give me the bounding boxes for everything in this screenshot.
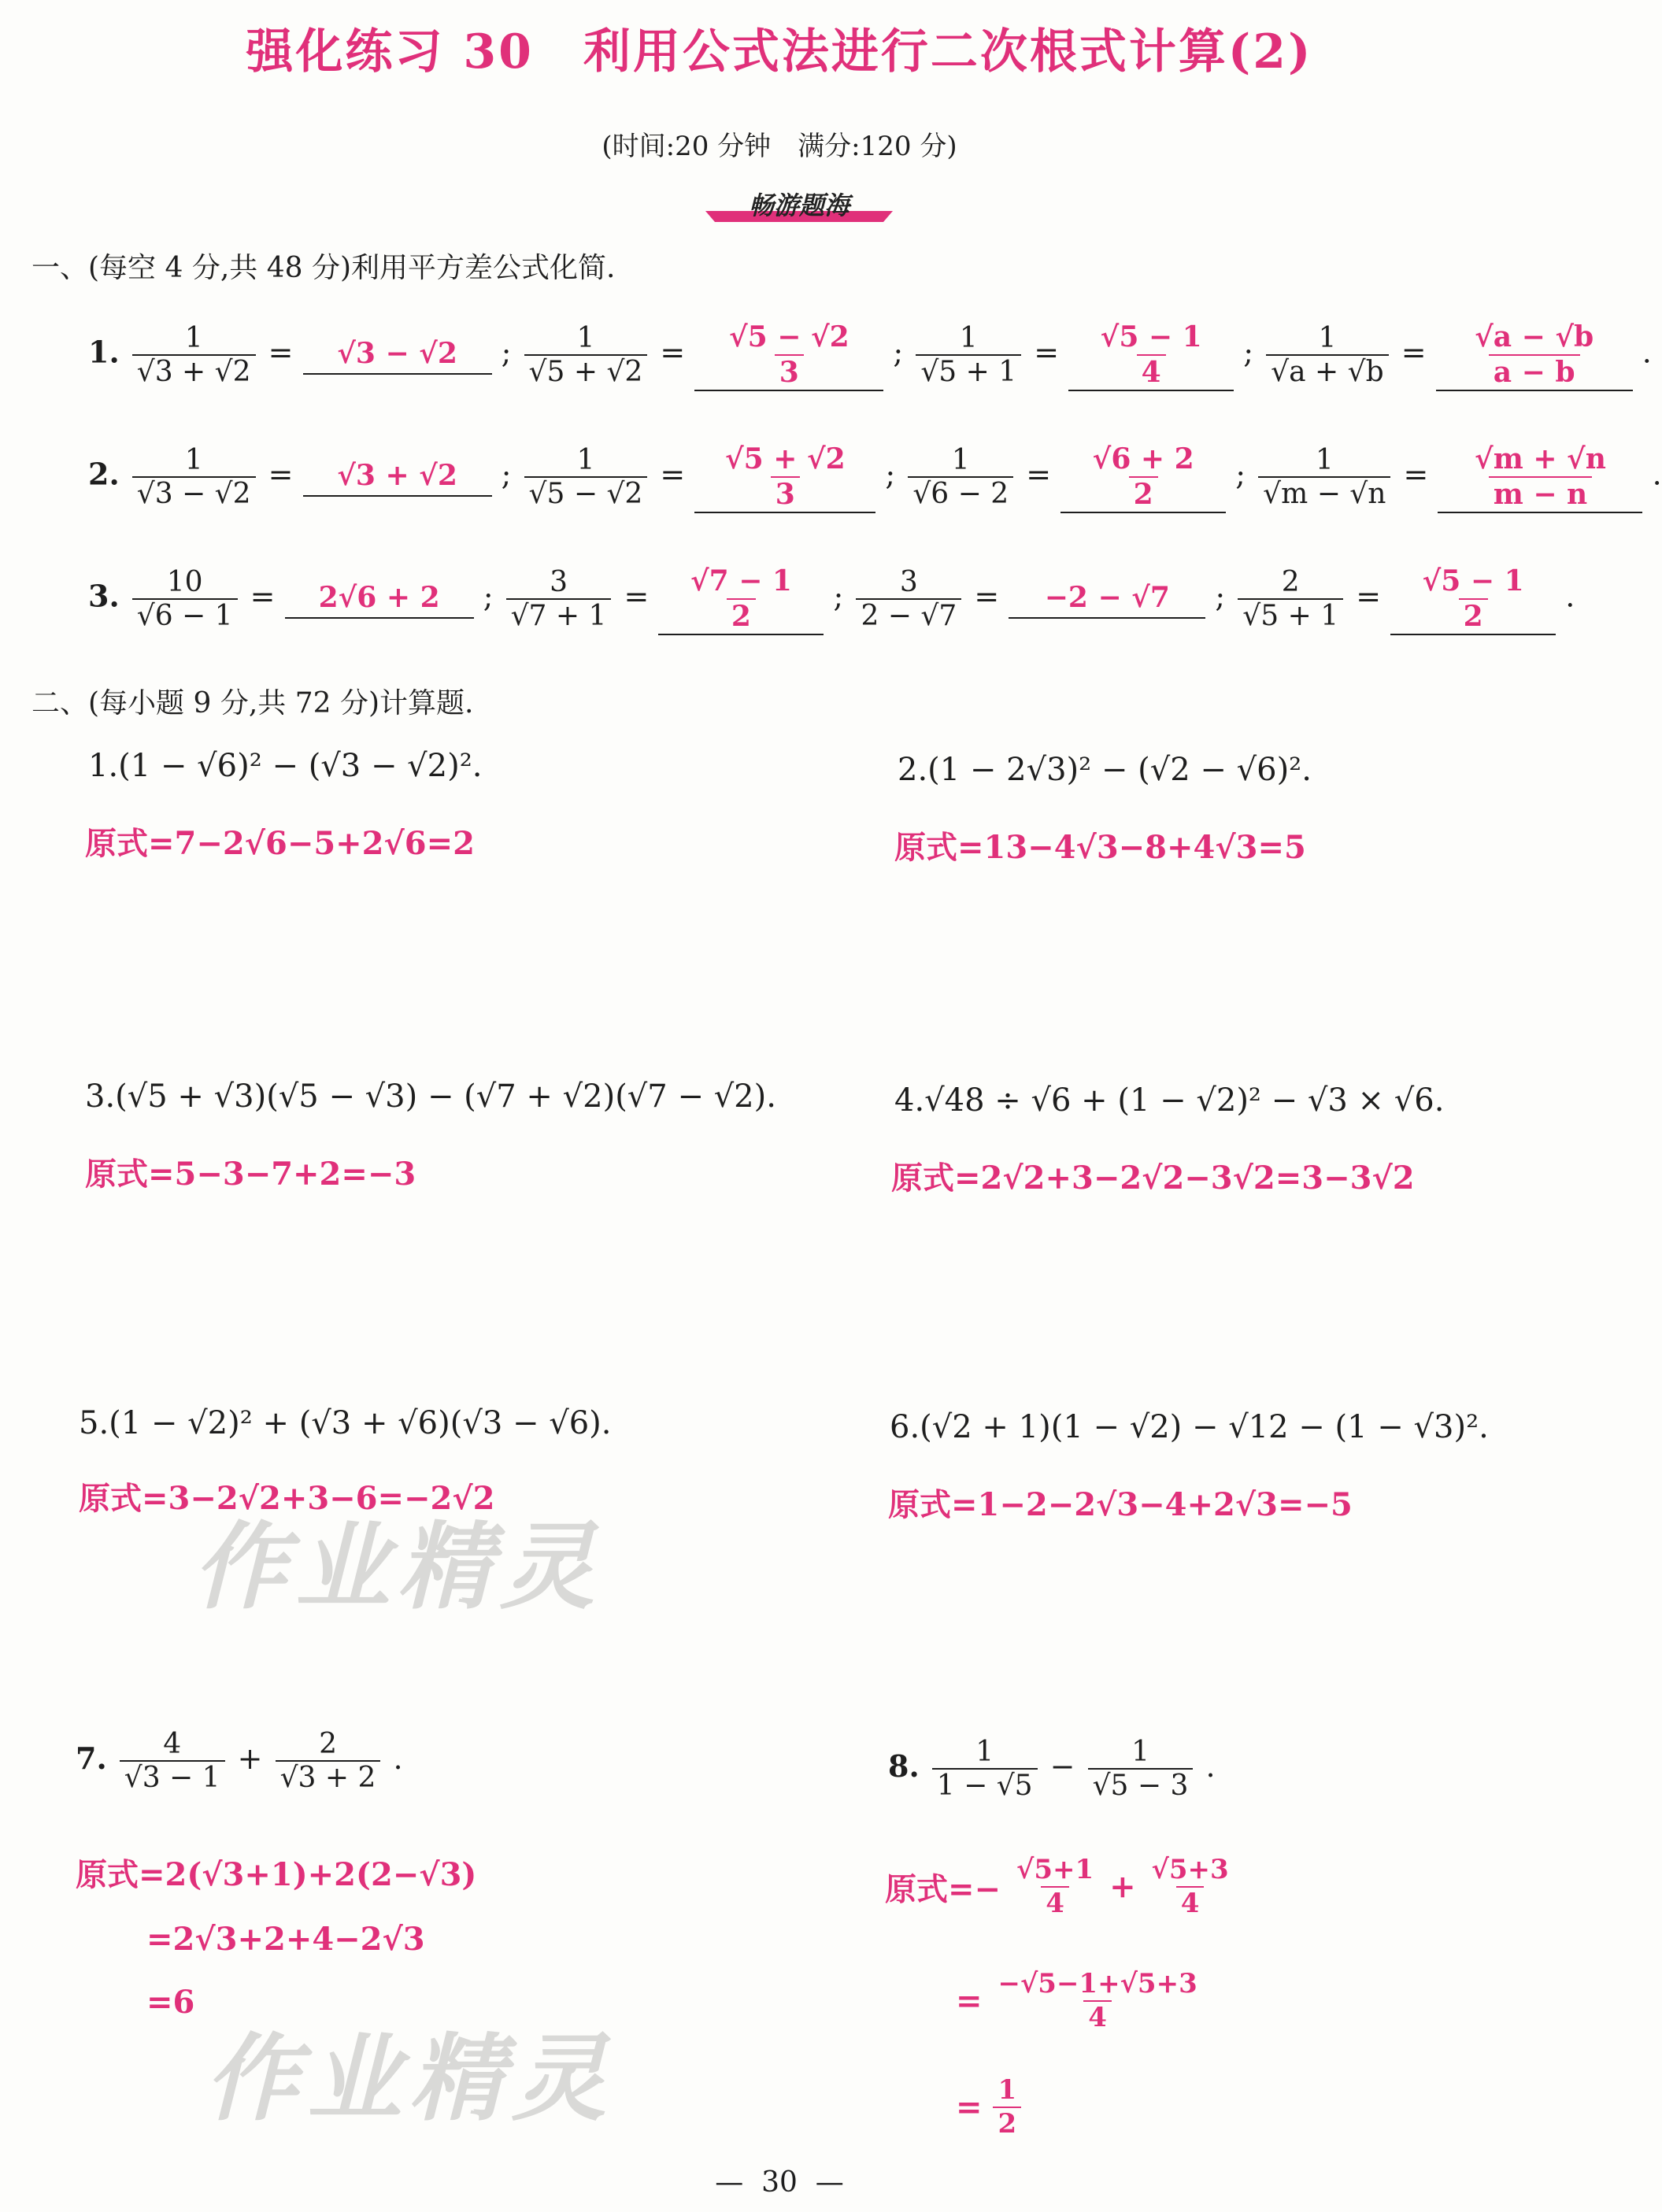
numerator: 1 <box>576 321 595 354</box>
part1-row-3: 3. $\frac{10}{√6 - 1}$ = 2√6 + 2 ; $\frac{3}{√7 + 1}$ = $\frac{√7 - 1}{2}$ ; $\frac{3}{2 - √7}$ = −2 − √7 ; $\frac{2}{√5 + 1}$ = $\frac{√5 - 1}{2}$ . <box>88 563 1575 635</box>
denominator: 4 <box>1083 2000 1112 2034</box>
numerator: 1 <box>1131 1736 1149 1768</box>
denominator: √5 − 3 <box>1088 1768 1194 1802</box>
denominator: 4 <box>1176 1886 1205 1920</box>
answer-numerator: √5 + √2 <box>725 442 846 475</box>
answer-blank <box>1009 579 1205 619</box>
problem-2-solution: 原式=13−4√3−8+4√3=5 <box>894 829 1306 866</box>
denominator: √5 − √2 <box>524 476 648 510</box>
problem-7-question: 7. $\frac{4}{√3 - 1}$ + $\frac{2}{√3 + 2}$ . <box>76 1728 403 1795</box>
row-number: 3. <box>88 578 120 614</box>
answer-blank <box>694 319 883 391</box>
numerator: 1 <box>184 443 203 476</box>
answer-text: 2√6 + 2 <box>318 581 440 615</box>
denominator: √5 + √2 <box>524 354 648 388</box>
page-number: — 30 — <box>715 2166 844 2199</box>
row-number: 1. <box>88 334 120 370</box>
answer-numerator: √5 − √2 <box>729 320 850 353</box>
denominator: √5 + 1 <box>1238 598 1343 632</box>
numerator: √5+3 <box>1151 1854 1229 1885</box>
answer-fraction <box>1088 442 1199 512</box>
part1-heading: 一、(每空 4 分,共 48 分)利用平方差公式化简. <box>31 252 616 284</box>
solution-prefix: 原式=− <box>885 1870 1001 1908</box>
answer-text: −2 − √7 <box>1044 581 1170 615</box>
expression-fraction <box>276 1728 381 1795</box>
answer-denominator: 3 <box>775 354 804 390</box>
answer-blank <box>1390 563 1556 635</box>
problem-8-solution-line-2: = $\frac{-√5-1+√5+3}{4}$ <box>956 1968 1202 2034</box>
answer-blank <box>1436 319 1633 391</box>
banner-label: 畅游题海 <box>748 190 850 220</box>
denominator: 4 <box>1041 1886 1069 1920</box>
solution-fraction <box>993 2074 1021 2140</box>
row-number: 2. <box>88 456 120 492</box>
problem-2-question: 2.(1 − 2√3)² − (√2 − √6)². <box>898 752 1312 788</box>
answer-fraction <box>1418 564 1529 634</box>
numerator: −√5−1+√5+3 <box>998 1968 1197 1999</box>
answer-fraction <box>720 442 850 512</box>
operator: + <box>1109 1868 1136 1906</box>
answer-numerator: √5 − 1 <box>1422 564 1524 597</box>
answer-denominator: a − b <box>1489 354 1580 390</box>
answer-fraction <box>686 564 797 634</box>
part1-row-1: 1. $\frac{1}{√3 + √2}$ = √3 − √2 ; $\frac{1}{√5 + √2}$ = $\frac{√5 - √2}{3}$ ; $\frac{1}{√5 + 1}$ = $\frac{√5 - 1}{4}$ ; $\frac{1}{√a + √b}$ = $\frac{√a - √b}{a - b}$ . <box>88 319 1652 391</box>
problem-8-question: 8. $\frac{1}{1 - √5}$ − $\frac{1}{√5 - 3}$ . <box>888 1736 1216 1803</box>
problem-7-solution-line-3: =6 <box>146 1984 195 2021</box>
denominator: √3 + 2 <box>276 1760 381 1794</box>
operator: − <box>1049 1748 1075 1784</box>
numerator: 1 <box>1315 443 1334 476</box>
expression-fraction <box>908 444 1013 511</box>
problem-1-solution: 原式=7−2√6−5+2√6=2 <box>85 825 475 862</box>
numerator: 1 <box>951 443 970 476</box>
problem-3-question: 3.(√5 + √3)(√5 − √3) − (√7 + √2)(√7 − √2). <box>85 1078 776 1115</box>
answer-denominator: 2 <box>1459 598 1488 634</box>
denominator: √6 − 1 <box>132 598 238 632</box>
problem-6-question: 6.(√2 + 1)(1 − √2) − √12 − (1 − √3)². <box>890 1409 1489 1445</box>
denominator: √7 + 1 <box>506 598 612 632</box>
expression-fraction <box>1238 566 1343 633</box>
denominator: √m − √n <box>1258 476 1390 510</box>
operator: + <box>237 1740 263 1776</box>
numerator: 1 <box>975 1736 994 1768</box>
solution-fraction <box>1012 1854 1098 1920</box>
problem-7-solution-line-2: =2√3+2+4−2√3 <box>146 1921 425 1958</box>
numerator: 1 <box>1318 321 1337 354</box>
answer-text: √3 + √2 <box>337 459 457 493</box>
answer-blank <box>1068 319 1234 391</box>
denominator: 1 − √5 <box>932 1768 1038 1802</box>
part1-row-2: 2. $\frac{1}{√3 - √2}$ = √3 + √2 ; $\frac{1}{√5 - √2}$ = $\frac{√5 + √2}{3}$ ; $\frac{1}{√6 - 2}$ = $\frac{√6 + 2}{2}$ ; $\frac{1}{√m - √n}$ = $\frac{√m + √n}{m - n}$ . <box>88 441 1662 513</box>
numerator: 3 <box>550 565 568 598</box>
part2-heading: 二、(每小题 9 分,共 72 分)计算题. <box>31 687 474 719</box>
denominator: √3 − √2 <box>132 476 256 510</box>
denominator: 2 − √7 <box>856 598 961 632</box>
problem-5-solution: 原式=3−2√2+3−6=−2√2 <box>79 1480 495 1517</box>
numerator: √5+1 <box>1016 1854 1094 1885</box>
expression-fraction <box>132 322 256 389</box>
denominator: √3 + √2 <box>132 354 256 388</box>
problem-5-question: 5.(1 − √2)² + (√3 + √6)(√3 − √6). <box>79 1405 612 1441</box>
expression-fraction <box>132 444 256 511</box>
expression-fraction <box>1266 322 1388 389</box>
answer-denominator: m − n <box>1489 476 1593 512</box>
denominator: 2 <box>993 2107 1021 2140</box>
answer-blank <box>1060 441 1226 513</box>
numerator: 1 <box>184 321 203 354</box>
expression-fraction <box>524 444 648 511</box>
answer-fraction <box>1470 442 1611 512</box>
expression-fraction <box>1088 1736 1194 1803</box>
answer-text: √3 − √2 <box>337 337 457 371</box>
solution-fraction <box>993 1968 1201 2034</box>
denominator: √a + √b <box>1266 354 1388 388</box>
problem-6-solution: 原式=1−2−2√3−4+2√3=−5 <box>888 1486 1353 1523</box>
expression-fraction <box>916 322 1021 389</box>
denominator: √6 − 2 <box>908 476 1013 510</box>
answer-numerator: √a − √b <box>1475 320 1594 353</box>
problem-3-solution: 原式=5−3−7+2=−3 <box>85 1156 416 1193</box>
denominator: √3 − 1 <box>120 1760 225 1794</box>
problem-8-solution-line-3: = $\frac{1}{2}$ <box>956 2074 1021 2140</box>
expression-fraction <box>1258 444 1390 511</box>
answer-numerator: √m + √n <box>1475 442 1606 475</box>
answer-blank <box>694 441 875 513</box>
answer-fraction <box>1096 320 1207 390</box>
problem-number: 7. <box>76 1740 107 1776</box>
problem-4-solution: 原式=2√2+3−2√2−3√2=3−3√2 <box>891 1160 1415 1197</box>
watermark: 作业精灵 <box>193 1513 602 1622</box>
answer-blank <box>1438 441 1642 513</box>
denominator: √5 + 1 <box>916 354 1021 388</box>
expression-fraction <box>132 566 238 633</box>
answer-fraction <box>724 320 854 390</box>
numerator: 1 <box>959 321 978 354</box>
answer-denominator: 2 <box>727 598 756 634</box>
answer-blank <box>303 457 492 497</box>
numerator: 3 <box>899 565 918 598</box>
expression-fraction <box>524 322 648 389</box>
answer-numerator: √6 + 2 <box>1092 442 1194 475</box>
problem-7-solution-line-1: 原式=2(√3+1)+2(2−√3) <box>76 1856 477 1893</box>
problem-4-question: 4.√48 ÷ √6 + (1 − √2)² − √3 × √6. <box>894 1082 1445 1119</box>
watermark: 作业精灵 <box>205 2025 614 2134</box>
solution-fraction <box>1147 1854 1234 1920</box>
numerator: 1 <box>576 443 595 476</box>
numerator: 2 <box>319 1728 337 1760</box>
expression-fraction <box>932 1736 1038 1803</box>
answer-denominator: 3 <box>771 476 800 512</box>
problem-number: 8. <box>888 1748 920 1784</box>
expression-fraction <box>506 566 612 633</box>
answer-blank <box>658 563 824 635</box>
answer-denominator: 2 <box>1129 476 1158 512</box>
answer-blank <box>303 335 492 375</box>
expression-fraction <box>856 566 961 633</box>
numerator: 2 <box>1281 565 1300 598</box>
expression-fraction <box>120 1728 225 1795</box>
problem-1-question: 1.(1 − √6)² − (√3 − √2)². <box>88 748 483 784</box>
numerator: 10 <box>166 565 203 598</box>
numerator: 1 <box>998 2074 1017 2106</box>
time-score-info: (时间:20 分钟 满分:120 分) <box>602 131 957 162</box>
answer-blank <box>285 579 474 619</box>
numerator: 4 <box>163 1728 182 1760</box>
answer-denominator: 4 <box>1137 354 1166 390</box>
page-title: 强化练习 30 利用公式法进行二次根式计算(2) <box>246 24 1313 80</box>
problem-8-solution-line-1 <box>885 1854 1234 1920</box>
answer-fraction <box>1470 320 1598 390</box>
answer-numerator: √7 − 1 <box>690 564 792 597</box>
answer-numerator: √5 − 1 <box>1100 320 1202 353</box>
